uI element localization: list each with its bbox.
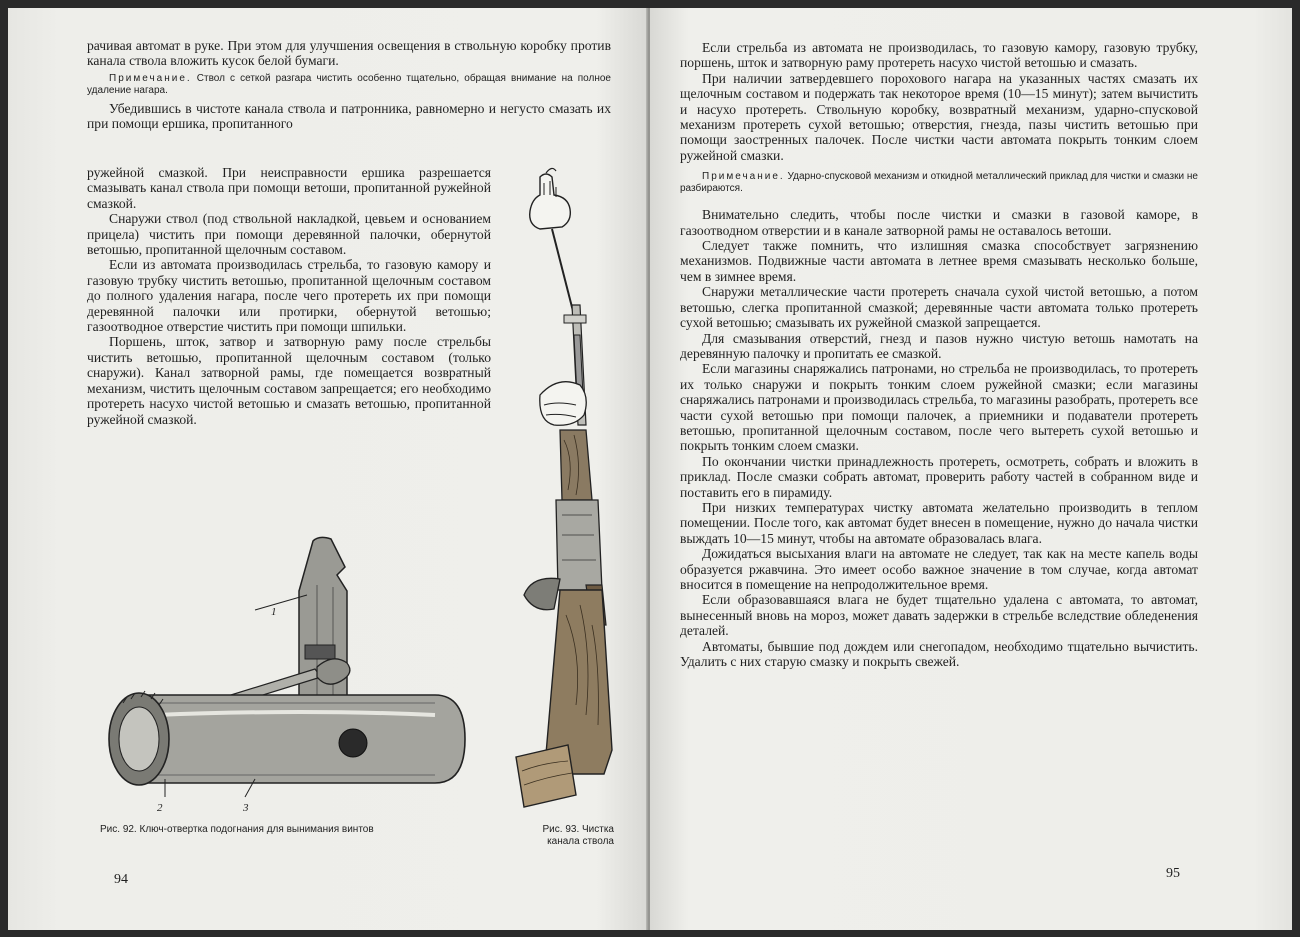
left-column-text xyxy=(87,165,491,427)
fig93-caption-line2: канала ствола xyxy=(547,836,614,847)
left-intro-block xyxy=(87,38,611,132)
left-paragraph-1: ружейной смазкой. При неисправности ершика разрешается смазывать канал ствола при помощи ветоши, пропитанной ружейной смазкой. xyxy=(87,165,491,211)
left-paragraph-full: Убедившись в чистоте канала ствола и патронника, равномерно и негусто смазать их при помощи ершика, пропитанного xyxy=(87,100,611,132)
right-paragraph-b10: Автоматы, бывшие под дождем или снегопадом, необходимо тщательно вычистить. Удалить с них старую смазку и покрыть свежей. xyxy=(680,638,1198,670)
left-intro-paragraph: рачивая автомат в руке. При этом для улучшения освещения в ствольную коробку против канала ствола вложить кусок белой бумаги. xyxy=(87,38,611,69)
fig92-label-2: 2 xyxy=(157,802,163,814)
fig92-label-3: 3 xyxy=(243,802,249,814)
right-paragraph-b3: Снаружи металлические части протереть сначала сухой чистой ветошью, а потом ветошью, слегка пропитанной смазкой; деревянные части автомата только протереть сухой ветошью; смазывать их ружейной смазкой запрещается. xyxy=(680,284,1198,331)
fig92-screwdriver-key-illustration xyxy=(95,535,495,825)
right-paragraph-b5: Если магазины снаряжались патронами, но стрельба не производилась, то протереть их только снаружи и покрыть тонким слоем ружейной смазки; если магазины снаряжались патронами и производилась стрельба, то магазины разобрать, протереть все части сухой ветошью при помощи палочек, а приемники и подаватели протереть ветошью, пропитанной щелочным составом, после чего вытереть сухой ветошью и покрыть тонким слоем смазки. xyxy=(680,361,1198,454)
fig92-label-1: 1 xyxy=(271,606,277,618)
fig93-caption-line1: Рис. 93. Чистка xyxy=(542,824,614,835)
fig93-caption xyxy=(504,824,614,848)
right-paragraph-b9: Если образовавшаяся влага не будет тщательно удалена с автомата, то автомат, вынесенный вновь на мороз, может давать задержки в стрельбе вследствие обледенения деталей. xyxy=(680,592,1198,639)
left-page-number: 94 xyxy=(114,872,128,887)
right-note-text: Ударно-спусковой механизм и откидной металлический приклад для чистки и смазки не разбираются. xyxy=(680,171,1198,195)
right-note-lead: Примечание. xyxy=(702,171,785,183)
right-paragraph-a2: При наличии затвердевшего порохового нагара на указанных частях смазать их щелочным составом и подержать так некоторое время (10—15 минут); затем вычистить и насухо протереть. Ствольную коробку, возвратный механизм, ударно-спусковой механизм протереть сухой ветошью; отверстия, гнезда, пазы чистить ветошью при помощи заостренных палочек. После чистки части автомата покрыть тонким слоем ружейной смазки. xyxy=(680,70,1198,163)
left-paragraph-4: Поршень, шток, затвор и затворную раму после стрельбы чистить ветошью, пропитанной щелочным составом (только снаружи). Канал затворной рамы, где помещается возвратный механизм, чистить щелочным составом запрещается; его необходимо протереть насухо чистой ветошью и смазать ветошью, пропитанной ружейной смазкой. xyxy=(87,334,491,427)
right-note xyxy=(680,171,1198,195)
left-paragraph-2: Снаружи ствол (под ствольной накладкой, цевьем и основанием прицела) чистить при помощи деревянной палочки, обернутой ветошью, пропитанной щелочным составом. xyxy=(87,211,491,258)
left-note-lead: Примечание. xyxy=(109,72,192,84)
right-paragraph-b8: Дожидаться высыхания влаги на автомате не следует, так как на месте капель воды образуется ржавчина. Это имеет особо важное значение в том случае, когда автомат вносится в помещение на непродолжительное время. xyxy=(680,546,1198,592)
fig92-caption: Рис. 92. Ключ-отвертка подогнания для вынимания винтов xyxy=(100,824,374,835)
right-paragraph-b2: Следует также помнить, что излишняя смазка способствует загрязнению механизмов. Подвижные части автомата в летнее время смазывать несколько больше, чем в зимнее время. xyxy=(680,238,1198,284)
left-note-text: Ствол с сеткой разгара чистить особенно тщательно, обращая внимание на полное удаление нагара. xyxy=(87,72,611,96)
right-paragraph-b4: Для смазывания отверстий, гнезд и пазов нужно чистую ветошь намотать на деревянную палочку и пропитать ее смазкой. xyxy=(680,330,1198,361)
right-page-number: 95 xyxy=(1166,866,1180,881)
left-note xyxy=(87,73,611,97)
left-paragraph-3: Если из автомата производилась стрельба, то газовую камору и газовую трубку чистить ветошью, пропитанной щелочным составом до полного удаления нагара, после чего протереть их при помощи деревянной палочки или протирки, обернутой ветошью; газоотводное отверстие чистить при помощи шпильки. xyxy=(87,257,491,335)
right-paragraph-a1: Если стрельба из автомата не производилась, то газовую камору, газовую трубку, поршень, шток и затворную раму протереть насухо чистой ветошью и смазать. xyxy=(680,40,1198,71)
right-paragraph-b1: Внимательно следить, чтобы после чистки и смазки в газовой каморе, в газоотводном отверстии и в канале затворной рамы не оставалось ветоши. xyxy=(680,207,1198,238)
right-page-text xyxy=(680,40,1198,669)
fig93-rifle-cleaning-illustration xyxy=(500,165,620,815)
right-paragraph-b7: При низких температурах чистку автомата желательно производить в теплом помещении. После того, как автомат будет внесен в помещение, нужно до начала чистки выждать 10—15 минут, чтобы на автомате образовалась влага. xyxy=(680,499,1198,546)
right-paragraph-b6: По окончании чистки принадлежность протереть, осмотреть, собрать и вложить в приклад. После смазки собрать автомат, проверить работу частей в собранном виде и поставить его в пирамиду. xyxy=(680,453,1198,500)
